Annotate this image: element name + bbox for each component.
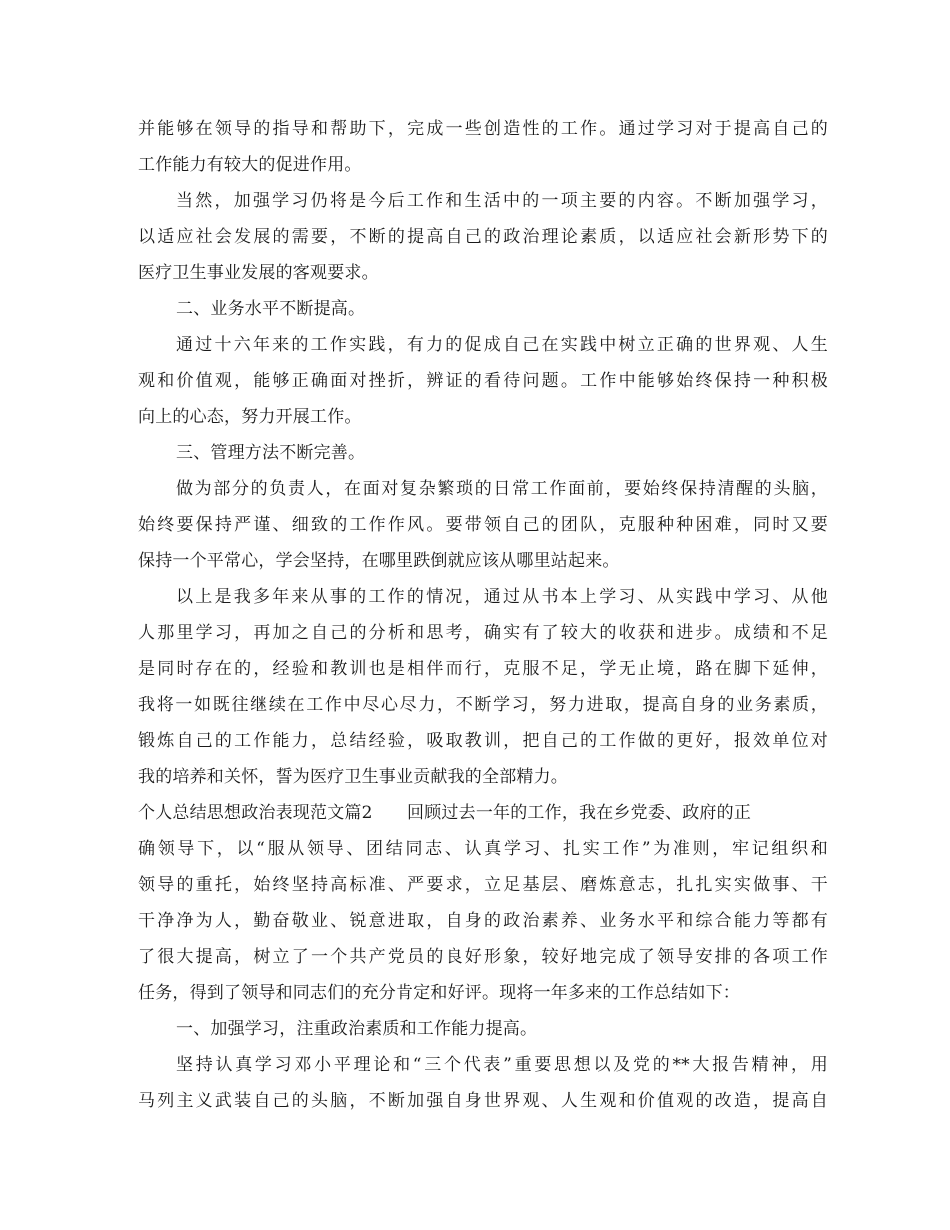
text-line: 领导的重托，始终坚持高标准、严要求，立足基层、磨炼意志，扎扎实实做事、干 — [138, 875, 828, 895]
section-heading: 三、管理方法不断完善。 — [176, 443, 366, 463]
text-line: 向上的心态，努力开展工作。 — [138, 407, 362, 427]
text-line: 当然，加强学习仍将是今后工作和生活中的一项主要的内容。不断加强学习， — [176, 191, 828, 211]
text-line: 观和价值观，能够正确面对挫折，辨证的看待问题。工作中能够始终保持一种积极 — [138, 371, 828, 391]
text-line: 确领导下，以“服从领导、团结同志、认真学习、扎实工作”为准则，牢记组织和 — [138, 839, 828, 859]
text-line: 马列主义武装自己的头脑，不断加强自身世界观、人生观和价值观的改造，提高自 — [138, 1091, 828, 1111]
text-line: 医疗卫生事业发展的客观要求。 — [138, 263, 379, 283]
text-line: 是同时存在的，经验和教训也是相伴而行，克服不足，学无止境，路在脚下延伸， — [138, 659, 828, 679]
text-line: 通过十六年来的工作实践，有力的促成自己在实践中树立正确的世界观、人生 — [176, 335, 828, 355]
text-line: 以上是我多年来从事的工作的情况，通过从书本上学习、从实践中学习、从他 — [176, 587, 828, 607]
text-line: 锻炼自己的工作能力，总结经验，吸取教训，把自己的工作做的更好，报效单位对 — [138, 731, 828, 751]
text-line: 了很大提高，树立了一个共产党员的良好形象，较好地完成了领导安排的各项工作 — [138, 947, 828, 967]
text-line: 做为部分的负责人，在面对复杂繁琐的日常工作面前，要始终保持清醒的头脑， — [176, 479, 828, 499]
section-title-line: 个人总结思想政治表现范文篇2 回顾过去一年的工作，我在乡党委、政府的正 — [138, 803, 752, 823]
section-heading: 二、业务水平不断提高。 — [176, 299, 366, 319]
text-line: 并能够在领导的指导和帮助下，完成一些创造性的工作。通过学习对于提高自己的 — [138, 119, 828, 139]
text-line: 任务，得到了领导和同志们的充分肯定和好评。现将一年多来的工作总结如下： — [138, 983, 740, 1003]
text-line: 坚持认真学习邓小平理论和“三个代表”重要思想以及党的**大报告精神，用 — [176, 1055, 828, 1075]
text-line: 工作能力有较大的促进作用。 — [138, 155, 362, 175]
text-line: 我将一如既往继续在工作中尽心尽力，不断学习，努力进取，提高自身的业务素质， — [138, 695, 828, 715]
text-line: 始终要保持严谨、细致的工作作风。要带领自己的团队，克服种种困难，同时又要 — [138, 515, 828, 535]
text-line: 保持一个平常心，学会坚持，在哪里跌倒就应该从哪里站起来。 — [138, 551, 620, 571]
text-line: 人那里学习，再加之自己的分析和思考，确实有了较大的收获和进步。成绩和不足 — [138, 623, 828, 643]
section-heading: 一、加强学习，注重政治素质和工作能力提高。 — [176, 1019, 538, 1039]
text-line: 我的培养和关怀，誓为医疗卫生事业贡献我的全部精力。 — [138, 767, 568, 787]
text-line: 干净净为人，勤奋敬业、锐意进取，自身的政治素养、业务水平和综合能力等都有 — [138, 911, 828, 931]
text-line: 以适应社会发展的需要，不断的提高自己的政治理论素质，以适应社会新形势下的 — [138, 227, 828, 247]
